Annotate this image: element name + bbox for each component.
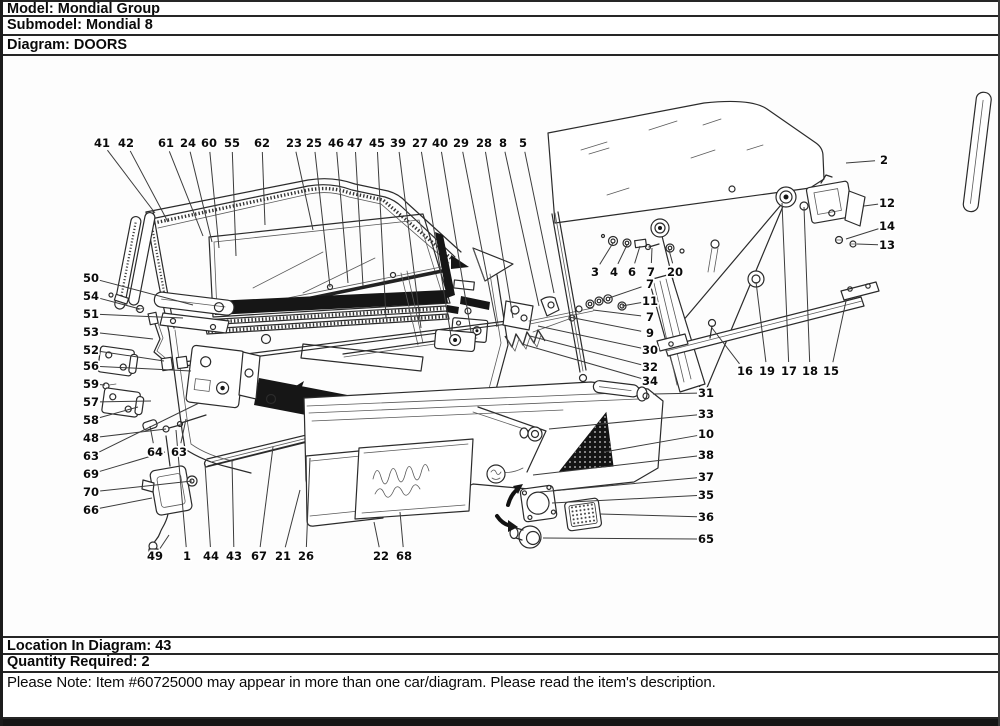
leader-line-7 (651, 248, 652, 263)
leader-line-66 (100, 498, 152, 508)
part-number-40: 40 (431, 136, 449, 150)
part-number-53: 53 (82, 325, 100, 339)
part-number-26: 26 (297, 549, 315, 563)
part-number-63: 63 (82, 449, 100, 463)
part-number-67: 67 (250, 549, 268, 563)
part-number-7: 7 (645, 310, 655, 324)
part-number-59: 59 (82, 377, 100, 391)
part-number-28: 28 (475, 136, 493, 150)
leader-line-65 (543, 538, 697, 539)
part-number-17: 17 (780, 364, 798, 378)
part-number-25: 25 (305, 136, 323, 150)
leader-line-14 (846, 229, 878, 239)
part-number-37: 37 (697, 470, 715, 484)
part-number-21: 21 (274, 549, 292, 563)
fastener-cluster-mid (576, 295, 626, 312)
leader-line-13 (857, 244, 878, 245)
leader-line-2 (846, 161, 875, 163)
part-number-33: 33 (697, 407, 715, 421)
leader-line-67 (260, 447, 273, 547)
part-number-34: 34 (641, 374, 659, 388)
glass-run-channel-right (963, 91, 993, 212)
leader-line-5 (525, 152, 554, 293)
leader-line-50 (100, 280, 193, 305)
leader-line-21 (285, 490, 300, 547)
leader-line-32 (530, 336, 641, 365)
part-number-47: 47 (346, 136, 364, 150)
leader-line-55 (232, 152, 236, 256)
part-number-10: 10 (697, 427, 715, 441)
part-number-63: 63 (170, 445, 188, 459)
model-row: Model: Mondial Group (3, 0, 998, 17)
part-number-30: 30 (641, 343, 659, 357)
glass-channel-diagonal (552, 212, 587, 382)
part-number-1: 1 (182, 549, 192, 563)
leader-line-68 (400, 512, 403, 547)
part-number-12: 12 (878, 196, 896, 210)
part-number-5: 5 (518, 136, 528, 150)
part-number-9: 9 (645, 326, 655, 340)
part-number-14: 14 (878, 219, 896, 233)
leader-line-35 (552, 495, 697, 503)
part-number-51: 51 (82, 307, 100, 321)
part-number-38: 38 (697, 448, 715, 462)
part-number-70: 70 (82, 485, 100, 499)
part-number-46: 46 (327, 136, 345, 150)
part-number-6: 6 (627, 265, 637, 279)
leader-line-3 (600, 243, 613, 264)
part-number-24: 24 (179, 136, 197, 150)
part-number-44: 44 (202, 549, 220, 563)
part-number-29: 29 (452, 136, 470, 150)
part-number-8: 8 (498, 136, 508, 150)
bushing-and-pin (142, 415, 206, 431)
leader-line-12 (864, 204, 878, 206)
part-number-7: 7 (646, 265, 656, 279)
part-number-54: 54 (82, 289, 100, 303)
part-number-16: 16 (736, 364, 754, 378)
part-number-68: 68 (395, 549, 413, 563)
leader-line-41 (107, 150, 155, 213)
leader-line-22 (374, 522, 379, 547)
part-number-13: 13 (878, 238, 896, 252)
diagram-title-row: Diagram: DOORS (3, 36, 998, 56)
part-number-60: 60 (200, 136, 218, 150)
leader-line-24 (190, 152, 212, 242)
leader-line-46 (337, 152, 348, 283)
part-number-62: 62 (253, 136, 271, 150)
part-number-39: 39 (389, 136, 407, 150)
window-regulator (646, 187, 819, 392)
part-number-27: 27 (411, 136, 429, 150)
part-number-42: 42 (117, 136, 135, 150)
note-row: Please Note: Item #60725000 may appear in more than one car/diagram. Please read the item's description. (3, 673, 998, 719)
part-number-49: 49 (146, 549, 164, 563)
leader-line-44 (205, 464, 210, 547)
part-number-41: 41 (93, 136, 111, 150)
leader-line-9 (569, 317, 641, 331)
part-number-66: 66 (82, 503, 100, 517)
leader-line-18 (804, 207, 810, 362)
leader-line-43 (232, 460, 234, 547)
parts-diagram (3, 56, 1000, 636)
leader-line-53 (100, 333, 153, 339)
part-number-52: 52 (82, 343, 100, 357)
part-number-7: 7 (645, 277, 655, 291)
part-number-3: 3 (590, 265, 600, 279)
part-number-35: 35 (697, 488, 715, 502)
part-number-64: 64 (146, 445, 164, 459)
part-number-4: 4 (609, 265, 619, 279)
diagram-area (3, 56, 998, 636)
trim-panel (291, 381, 663, 526)
part-number-50: 50 (82, 271, 100, 285)
part-number-22: 22 (372, 549, 390, 563)
part-number-20: 20 (666, 265, 684, 279)
part-number-57: 57 (82, 395, 100, 409)
part-number-19: 19 (758, 364, 776, 378)
part-number-2: 2 (879, 153, 889, 167)
fastener-cluster-glass (602, 235, 685, 254)
leader-line-4 (618, 245, 627, 264)
leader-line-7 (609, 287, 641, 298)
part-number-23: 23 (285, 136, 303, 150)
leader-line-31 (653, 393, 697, 394)
part-number-56: 56 (82, 359, 100, 373)
leader-line-25 (315, 152, 330, 287)
leader-line-7 (593, 310, 641, 316)
bottom-border (3, 719, 998, 726)
leader-line-8 (505, 152, 539, 306)
leader-line-36 (600, 514, 697, 517)
door-handle-assembly (109, 291, 235, 333)
part-number-18: 18 (801, 364, 819, 378)
lock-remote-and-spring (503, 297, 593, 351)
location-row: Location In Diagram: 43 (3, 636, 998, 655)
leader-line-17 (782, 203, 789, 362)
part-number-58: 58 (82, 413, 100, 427)
part-number-15: 15 (822, 364, 840, 378)
part-number-65: 65 (697, 532, 715, 546)
leader-line-6 (635, 246, 640, 263)
part-number-69: 69 (82, 467, 100, 481)
lower-rail (657, 282, 879, 356)
part-number-48: 48 (82, 431, 100, 445)
part-number-32: 32 (641, 360, 659, 374)
part-number-43: 43 (225, 549, 243, 563)
submodel-row: Submodel: Mondial 8 (3, 17, 998, 36)
part-number-55: 55 (223, 136, 241, 150)
leader-line-61 (169, 151, 203, 236)
leader-line-49 (160, 535, 169, 549)
part-number-36: 36 (697, 510, 715, 524)
leader-line-30 (538, 326, 641, 348)
quantity-row: Quantity Required: 2 (3, 655, 998, 673)
part-number-45: 45 (368, 136, 386, 150)
leader-line-60 (210, 152, 219, 248)
part-number-11: 11 (641, 294, 659, 308)
part-number-61: 61 (157, 136, 175, 150)
part-number-31: 31 (697, 386, 715, 400)
